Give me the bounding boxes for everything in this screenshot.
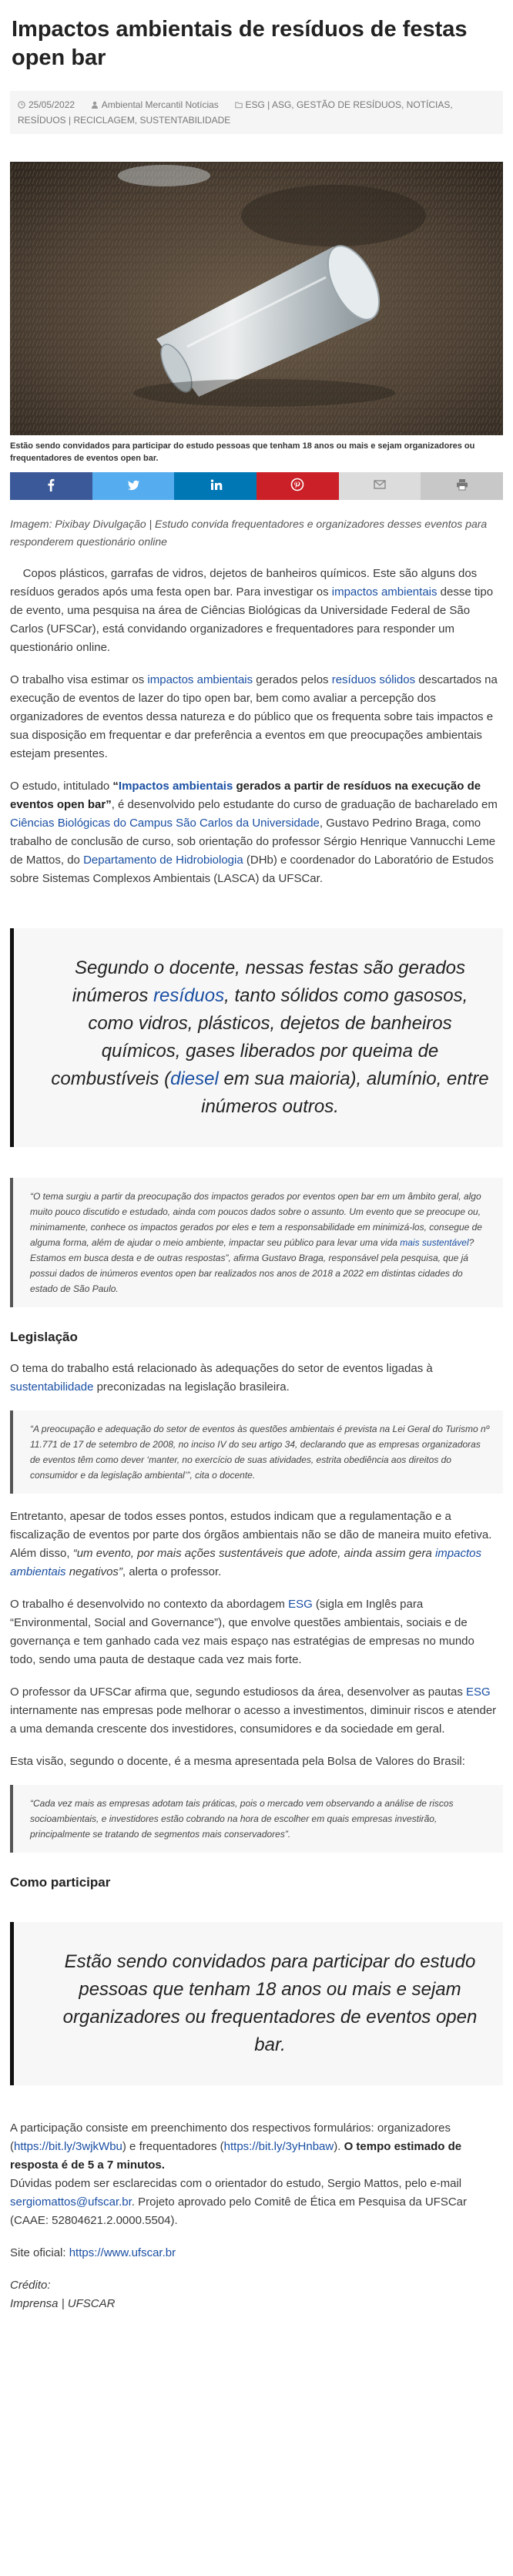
post-date: 25/05/2022: [28, 99, 75, 110]
user-icon: [91, 99, 102, 110]
category-links[interactable]: ESG | ASG, GESTÃO DE RESÍDUOS, NOTÍCIAS,: [245, 99, 453, 110]
link-esg[interactable]: ESG: [288, 1598, 313, 1611]
article-meta: [10, 91, 503, 134]
link-email[interactable]: sergiomattos@ufscar.br: [10, 2195, 132, 2209]
paragraph-7: O professor da UFSCar afirma que, segundo estudiosos da área, desenvolver as pautas ESG internamente nas empresas pode melhorar o acesso a investimentos, diminuir riscos e atender a uma demanda crescente dos investidores, consumidores e da sociedade em geral.: [10, 1685, 497, 1736]
heading-legislacao: Legislação: [10, 1330, 78, 1344]
image-credit: Imagem: Pixibay Divulgação | Estudo convida frequentadores e organizadores desses eventos para responderem questionário online: [10, 518, 488, 548]
twitter-share-button[interactable]: [92, 472, 175, 500]
facebook-icon: [44, 478, 58, 495]
pullquote-1: Segundo o docente, nessas festas são gerados inúmeros resíduos, tanto sólidos como gasosos, como vidros, plásticos, dejetos de banheiros químicos, gases liberados por queima de combustíveis (diesel em sua maioria), alumínio, entre inúmeros outros.: [10, 928, 503, 1147]
twitter-icon: [126, 478, 140, 495]
blockquote-3: “Cada vez mais as empresas adotam tais práticas, pois o mercado vem observando a análise de riscos socioambientais, e investidores estão cobrando na hora de escolher em quais empresas investirão, principalmente se tratando de segmentos mais conservadores”.: [10, 1785, 503, 1853]
linkedin-share-button[interactable]: [174, 472, 256, 500]
link-sustentabilidade[interactable]: sustentabilidade: [10, 1380, 94, 1394]
article: [10, 15, 503, 2313]
pinterest-share-button[interactable]: [256, 472, 339, 500]
heading-como-participar: Como participar: [10, 1875, 111, 1890]
link-hidrobiologia[interactable]: Departamento de Hidrobiologia: [83, 854, 243, 867]
category-links-2[interactable]: RESÍDUOS | RECICLAGEM, SUSTENTABILIDADE: [18, 115, 231, 126]
link-ciencias-biologicas[interactable]: Ciências Biológicas do Campus São Carlos da Universidade: [10, 817, 320, 830]
link-form-frequentadores[interactable]: https://bit.ly/3yHnbaw: [223, 2140, 334, 2153]
facebook-share-button[interactable]: [10, 472, 92, 500]
link-impactos-ambientais[interactable]: impactos ambientais: [331, 585, 438, 599]
email-share-button[interactable]: [339, 472, 421, 500]
print-icon: [455, 478, 469, 495]
link-residuos-solidos[interactable]: resíduos sólidos: [331, 673, 416, 686]
link-diesel[interactable]: diesel: [170, 1068, 219, 1089]
image-caption: Estão sendo convidados para participar do estudo pessoas que tenham 18 anos ou mais e sejam organizadores ou frequentadores de eventos open bar.: [10, 441, 475, 463]
link-residuos[interactable]: resíduos: [153, 985, 225, 1006]
paragraph-4: O tema do trabalho está relacionado às adequações do setor de eventos ligadas à sustentabilidade preconizadas na legislação brasileira.: [10, 1362, 433, 1394]
author-link[interactable]: Ambiental Mercantil Notícias: [101, 99, 219, 110]
pullquote-2: Estão sendo convidados para participar do estudo pessoas que tenham 18 anos ou mais e sejam organizadores ou frequentadores de eventos open bar.: [10, 1922, 503, 2085]
paragraph-3: O estudo, intitulado “Impactos ambientais gerados a partir de resíduos na execução de eventos open bar”, é desenvolvido pelo estudante do curso de graduação de bacharelado em Ciências Biológicas do Campus São Carlos da Universidade, Gustavo Pedrino Braga, como trabalho de conclusão de curso, sob orientação do professor Sérgio Henrique Vannucchi Leme de Mattos, do Departamento de Hidrobiologia (DHb) e coordenador do Laboratório de Estudos sobre Sistemas Complexos Ambientais (LASCA) da UFSCar.: [10, 780, 498, 885]
link-mais-sustentavel[interactable]: mais sustentável: [400, 1237, 469, 1248]
link-form-organizadores[interactable]: https://bit.ly/3wjkWbu: [14, 2140, 122, 2153]
credit: Crédito: Imprensa | UFSCAR: [10, 2279, 116, 2310]
featured-image: [10, 162, 503, 435]
paragraph-2: O trabalho visa estimar os impactos ambientais gerados pelos resíduos sólidos descartados na execução de eventos de lazer do tipo open bar, bem como avaliar a percepção dos organizadores de eventos dessa natureza e do público que os frequenta sobre tais impactos e sua disposição em frequentar e dar preferência a eventos em que preocupações ambientais estejam presentes.: [10, 673, 498, 760]
paragraph-8: Esta visão, segundo o docente, é a mesma apresentada pela Bolsa de Valores do Brasil:: [10, 1755, 465, 1768]
folder-icon: [235, 99, 246, 110]
clock-icon: [18, 99, 28, 110]
blockquote-1: “O tema surgiu a partir da preocupação dos impactos gerados por eventos open bar em um âmbito geral, algo muito pouco discutido e estudado, ainda com poucos dados sobre o assunto. Um evento que se preocupe ou, minimamente, conhece os impactos gerados por eles e tem a responsabilidade em minimizá-los, consegue de alguma forma, além de ajudar o meio ambiente, impactar seu público para levar uma vida mais sustentável? Estamos em busca desta e de outras respostas”, afirma Gustavo Braga, responsável pela pesquisa, que já possui dados de inúmeros eventos open bar realizados nos anos de 2018 a 2022 em distintas cidades do estado de São Paulo.: [10, 1178, 503, 1307]
link-impactos-ambientais[interactable]: Impactos ambientais: [118, 780, 233, 793]
email-icon: [373, 478, 387, 495]
pinterest-icon: [290, 478, 304, 495]
paragraph-6: O trabalho é desenvolvido no contexto da abordagem ESG (sigla em Inglês para “Environmental, Social and Governance”), que envolve questões ambientais, sociais e de governança e tem ganhado cada vez mais espaço nas estratégias de empresas no mundo todo, sendo uma pauta de destaque cada vez mais forte.: [10, 1598, 474, 1666]
share-bar: [10, 472, 503, 500]
page-title: Impactos ambientais de resíduos de festas open bar: [12, 17, 468, 70]
blockquote-2: “A preocupação e adequação do setor de eventos às questões ambientais é prevista na Lei Geral do Turismo nº 11.771 de 17 de setembro de 2008, no inciso IV do seu artigo 34, declarando que as empresas organizadoras de eventos têm como dever ‘manter, no exercício de suas atividades, estrita obediência aos direitos do consumidor e da legislação ambiental’”, cita o docente.: [10, 1410, 503, 1494]
featured-figure: [10, 162, 503, 465]
linkedin-icon: [209, 478, 223, 495]
paragraph-5: Entretanto, apesar de todos esses pontos, estudos indicam que a regulamentação e a fiscalização de eventos por parte dos órgãos ambientais não se dão de maneira muito efetiva. Além disso, “um evento, por mais ações sustentáveis que adote, ainda assim gera impactos ambientais negativos”, alerta o professor.: [10, 1510, 492, 1578]
link-impactos-ambientais[interactable]: impactos ambientais: [10, 1547, 481, 1578]
paragraph-1: Copos plásticos, garrafas de vidros, dejetos de banheiros químicos. Este são alguns dos resíduos gerados após uma festa open bar. Para investigar os impactos ambientais desse tipo de evento, uma pesquisa na área de Ciências Biológicas da Universidade Federal de São Carlos (UFSCar), está convidando organizadores e frequentadores para responder um questionário online.: [10, 567, 494, 654]
paragraph-9: A participação consiste em preenchimento dos respectivos formulários: organizadores (https://bit.ly/3wjkWbu) e frequentadores (https://bit.ly/3yHnbaw). O tempo estimado de resposta é de 5 a 7 minutos. Dúvidas podem ser esclarecidas com o orientador do estudo, Sergio Mattos, pelo e-mail sergiomattos@ufscar.br. Projeto aprovado pelo Comitê de Ética em Pesquisa da UFSCar (CAAE: 52804621.2.0000.5504).: [10, 2122, 468, 2227]
paragraph-10: Site oficial: https://www.ufscar.br: [10, 2246, 176, 2259]
link-impactos-ambientais[interactable]: impactos ambientais: [147, 673, 253, 686]
print-share-button[interactable]: [421, 472, 503, 500]
link-esg[interactable]: ESG: [466, 1685, 491, 1699]
link-site-oficial[interactable]: https://www.ufscar.br: [69, 2246, 176, 2259]
